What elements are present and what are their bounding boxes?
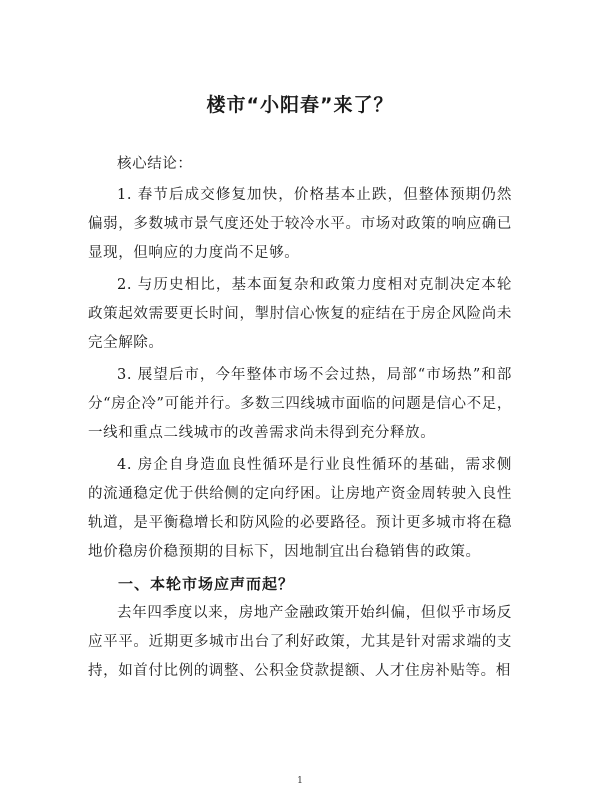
- conclusion-item-2: 2. 与历史相比，基本面复杂和政策力度相对克制决定本轮政策起效需要更长时间，掣肘信心恢复的症结在于房企风险尚未完全解除。: [88, 277, 512, 351]
- conclusion-item-3: 3. 展望后市，今年整体市场不会过热，局部“市场热”和部分“房企冷”可能并行。多数三四线城市面临的问题是信心不足，一线和重点二线城市的改善需求尚未得到充分释放。: [88, 367, 512, 441]
- page-number: 1: [297, 776, 303, 786]
- document-body: [88, 142, 512, 686]
- section-heading: 一、本轮市场应声而起？: [118, 575, 295, 593]
- conclusion-item-1: 1. 春节后成交修复加快，价格基本止跌，但整体预期仍然偏弱，多数城市景气度还处于较冷水平。市场对政策的响应确已显现，但响应的力度尚不足够。: [88, 187, 512, 261]
- section-paragraph: 去年四季度以来，房地产金融政策开始纠偏，但似乎市场反应平平。近期更多城市出台了利好政策，尤其是针对需求端的支持，如首付比例的调整、公积金贷款提额、人才住房补贴等。相: [88, 605, 512, 679]
- summary-heading: 核心结论：: [117, 156, 193, 172]
- document-title: 楼市“小阳春”来了？: [206, 94, 394, 116]
- conclusion-item-4: 4. 房企自身造血良性循环是行业良性循环的基础，需求侧的流通稳定优于供给侧的定向纾困。让房地产资金周转驶入良性轨道，是平衡稳增长和防风险的必要路径。预计更多城市将在稳地价稳房价稳预期的目标下，因地制宜出台稳销售的政策。: [88, 457, 512, 560]
